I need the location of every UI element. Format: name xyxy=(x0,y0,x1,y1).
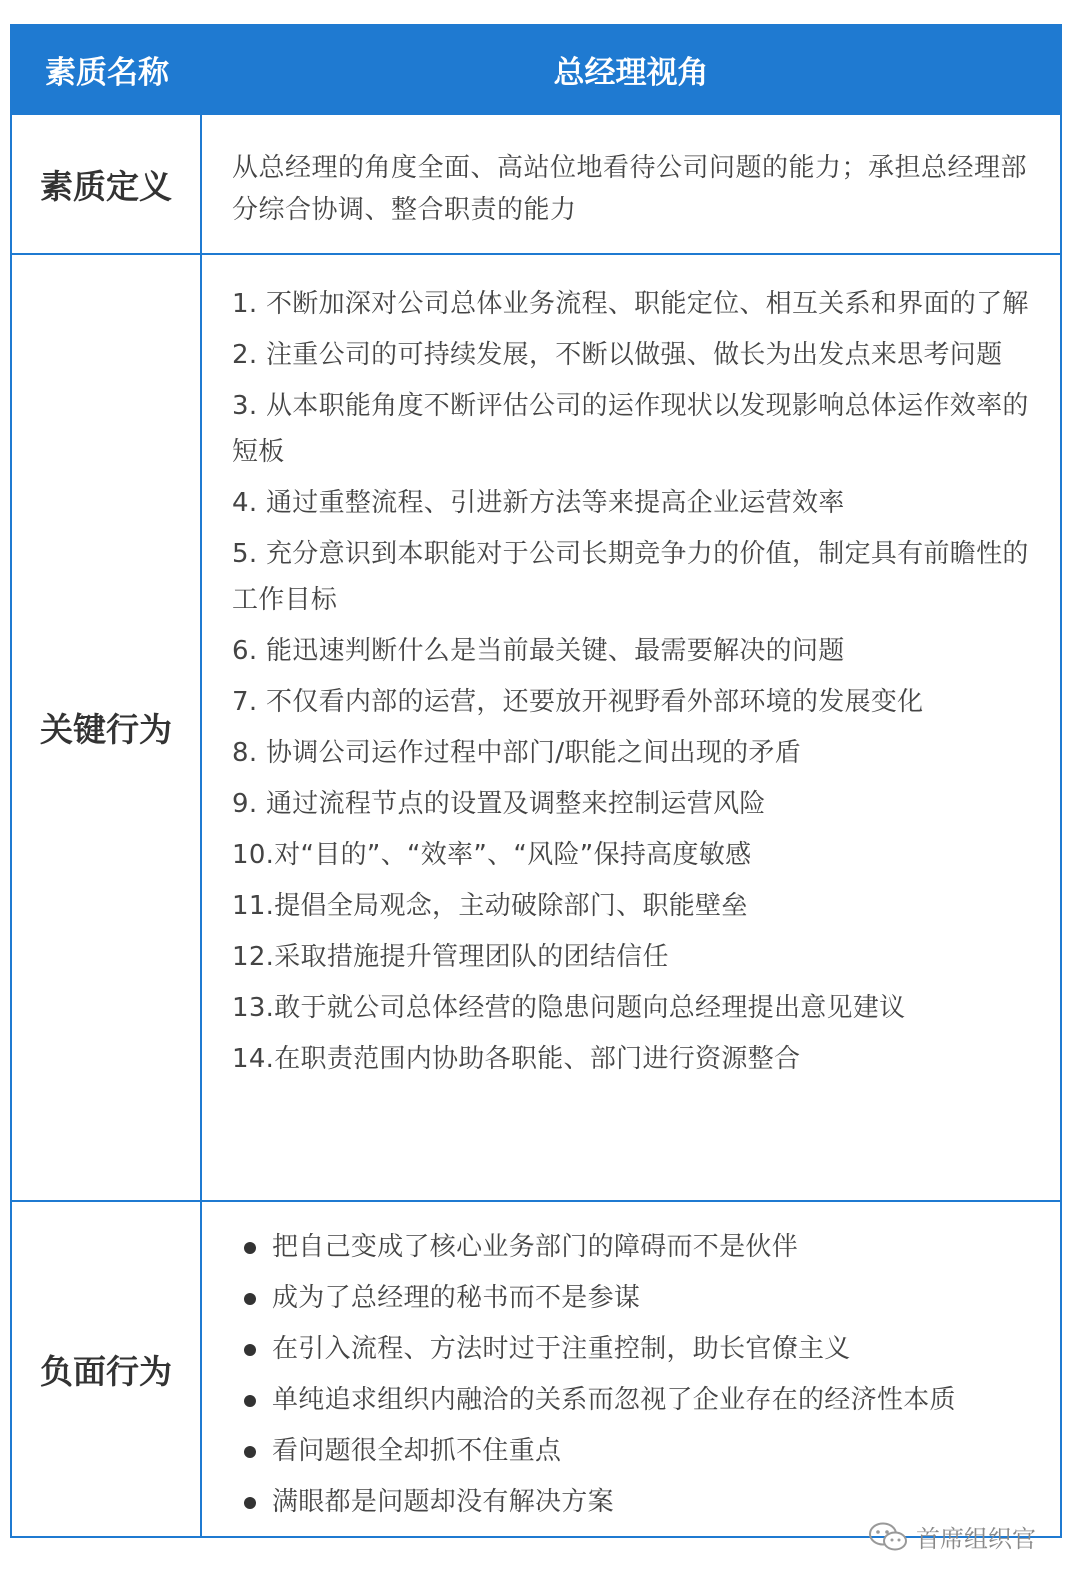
header-quality-name: 素质名称 xyxy=(45,55,169,91)
key-behavior-item: 10.对“目的”、“效率”、“风险”保持高度敏感 xyxy=(232,840,752,870)
negative-behaviors-list xyxy=(232,1222,1032,1528)
negative-behavior-text: 单纯追求组织内融洽的关系而忽视了企业存在的经济性本质 xyxy=(272,1385,956,1415)
negative-behavior-item xyxy=(232,1426,1032,1477)
negative-behavior-item xyxy=(232,1222,1032,1273)
bullet-icon xyxy=(244,1344,256,1356)
table-header xyxy=(12,26,1060,113)
bullet-icon xyxy=(244,1446,256,1458)
key-behavior-item: 2. 注重公司的可持续发展，不断以做强、做长为出发点来思考问题 xyxy=(232,340,1003,370)
key-behavior-item: 9. 通过流程节点的设置及调整来控制运营风险 xyxy=(232,789,766,819)
key-behaviors-list xyxy=(232,281,1032,1087)
negative-behavior-text: 在引入流程、方法时过于注重控制，助长官僚主义 xyxy=(272,1334,851,1364)
negative-behavior-item xyxy=(232,1273,1032,1324)
negative-behavior-item xyxy=(232,1324,1032,1375)
bullet-icon xyxy=(244,1497,256,1509)
key-behavior-item: 3. 从本职能角度不断评估公司的运作现状以发现影响总体运作效率的短板 xyxy=(232,391,1029,467)
key-behavior-item: 8. 协调公司运作过程中部门/职能之间出现的矛盾 xyxy=(232,738,802,768)
definition-content xyxy=(232,115,1032,253)
key-behavior-item: 13.敢于就公司总体经营的隐患问题向总经理提出意见建议 xyxy=(232,993,906,1023)
watermark-text: 首席组织官 xyxy=(916,1525,1036,1553)
key-behaviors-content xyxy=(232,255,1032,1200)
header-gm-perspective: 总经理视角 xyxy=(553,55,709,91)
negative-behaviors-label: 负面行为 xyxy=(12,1202,202,1536)
bullet-icon xyxy=(244,1242,256,1254)
definition-row xyxy=(12,113,1060,253)
wechat-icon xyxy=(868,1521,908,1553)
bullet-icon xyxy=(244,1293,256,1305)
bullet-icon xyxy=(244,1395,256,1407)
definition-label: 素质定义 xyxy=(12,115,202,253)
key-behavior-item: 6. 能迅速判断什么是当前最关键、最需要解决的问题 xyxy=(232,636,845,666)
key-behavior-item: 5. 充分意识到本职能对于公司长期竞争力的价值，制定具有前瞻性的工作目标 xyxy=(232,539,1029,615)
competency-table xyxy=(10,24,1062,1538)
definition-text: 从总经理的角度全面、高站位地看待公司问题的能力；承担总经理部分综合协调、整合职责的能力 xyxy=(232,153,1028,225)
negative-behaviors-content xyxy=(232,1202,1032,1536)
negative-behaviors-row xyxy=(12,1200,1060,1536)
key-behavior-item: 14.在职责范围内协助各职能、部门进行资源整合 xyxy=(232,1044,801,1074)
key-behavior-item: 12.采取措施提升管理团队的团结信任 xyxy=(232,942,669,972)
key-behaviors-label: 关键行为 xyxy=(12,255,202,1200)
watermark xyxy=(868,1519,1036,1554)
negative-behavior-item xyxy=(232,1375,1032,1426)
key-behavior-item: 7. 不仅看内部的运营，还要放开视野看外部环境的发展变化 xyxy=(232,687,924,717)
negative-behavior-text: 把自己变成了核心业务部门的障碍而不是伙伴 xyxy=(272,1232,799,1262)
key-behavior-item: 11.提倡全局观念，主动破除部门、职能壁垒 xyxy=(232,891,748,921)
negative-behavior-text: 看问题很全却抓不住重点 xyxy=(272,1436,562,1466)
negative-behavior-text: 成为了总经理的秘书而不是参谋 xyxy=(272,1283,641,1313)
negative-behavior-text: 满眼都是问题却没有解决方案 xyxy=(272,1487,614,1517)
key-behavior-item: 1. 不断加深对公司总体业务流程、职能定位、相互关系和界面的了解 xyxy=(232,289,1029,319)
key-behaviors-row xyxy=(12,253,1060,1200)
key-behavior-item: 4. 通过重整流程、引进新方法等来提高企业运营效率 xyxy=(232,488,845,518)
